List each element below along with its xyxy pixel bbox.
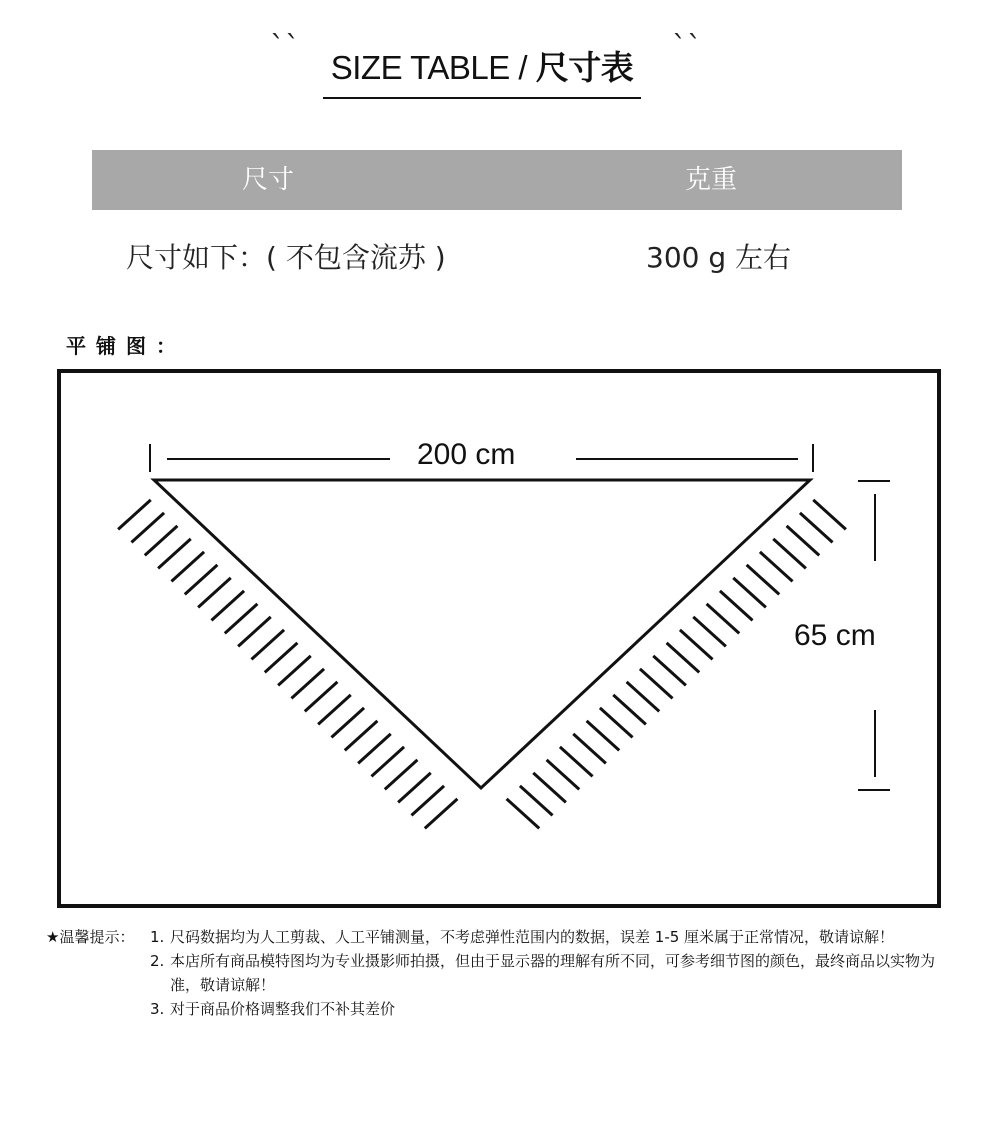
fringe-strand bbox=[520, 786, 553, 816]
fringe-strand bbox=[331, 708, 364, 738]
fringe-strand bbox=[398, 773, 431, 803]
notes-section bbox=[46, 925, 946, 1021]
note-text: 本店所有商品模特图均为专业摄影师拍摄，但由于显示器的理解有所不同，可参考细节图的颜色，最终商品以实物为准，敬请谅解！ bbox=[170, 952, 936, 994]
fringe-strand bbox=[600, 708, 633, 738]
cell-size: 尺寸如下：( 不包含流苏 ) bbox=[126, 241, 446, 274]
fringe-strand bbox=[291, 669, 324, 699]
fringe-strand bbox=[533, 773, 566, 803]
fringe-strand bbox=[587, 721, 620, 751]
fringe-strand bbox=[358, 734, 391, 764]
header-weight: 克重 bbox=[685, 165, 738, 195]
height-dimension-label: 65 cm bbox=[794, 619, 876, 652]
fringe-strand bbox=[265, 643, 298, 673]
header-size: 尺寸 bbox=[242, 165, 295, 195]
fringe-strand bbox=[507, 799, 540, 829]
fringe-strand bbox=[627, 682, 660, 712]
fringe-strand bbox=[560, 747, 593, 777]
fringe-strand bbox=[371, 747, 404, 777]
fringe-strand bbox=[238, 617, 271, 647]
title-chinese: 尺寸表 bbox=[535, 48, 634, 87]
fringe-strand bbox=[813, 500, 846, 530]
fringe-strand bbox=[171, 552, 204, 582]
fringe-strand bbox=[547, 760, 580, 790]
fringe-strand bbox=[667, 643, 700, 673]
note-number: 2. bbox=[150, 952, 165, 970]
fringe-strand bbox=[747, 565, 780, 595]
fringe-strand bbox=[225, 604, 258, 634]
fringe-strand bbox=[385, 760, 418, 790]
fringe-strand bbox=[573, 734, 606, 764]
fringe-strand bbox=[653, 656, 686, 686]
fringe-strand bbox=[131, 513, 164, 543]
fringe-strand bbox=[613, 695, 646, 725]
fringe-strand bbox=[787, 526, 820, 556]
fringe-strand bbox=[158, 539, 191, 569]
fringe-strand bbox=[411, 786, 444, 816]
note-text: 尺码数据均为人工剪裁、人工平铺测量，不考虑弹性范围内的数据，误差 1-5 厘米属于正常情况，敬请谅解！ bbox=[170, 928, 895, 946]
notes-prefix: ★温馨提示： bbox=[46, 928, 135, 946]
fringe-strand bbox=[800, 513, 833, 543]
fringe-strand bbox=[278, 656, 311, 686]
fringe-strand bbox=[211, 591, 244, 621]
fringe-strand bbox=[145, 526, 178, 556]
fringe-strand bbox=[345, 721, 378, 751]
fringe-strand bbox=[773, 539, 806, 569]
fringe-strand bbox=[733, 578, 766, 608]
title-english: SIZE TABLE / bbox=[330, 49, 536, 86]
width-dimension-label: 200 cm bbox=[417, 438, 516, 471]
fringe-strand bbox=[305, 682, 338, 712]
note-item-3 bbox=[46, 997, 946, 1021]
fringe-strand bbox=[185, 565, 218, 595]
note-text: 对于商品价格调整我们不补其差价 bbox=[170, 1000, 396, 1018]
cell-weight: 300 g 左右 bbox=[646, 241, 792, 274]
fringe-left bbox=[118, 500, 457, 829]
fringe-strand bbox=[198, 578, 231, 608]
fringe-strand bbox=[251, 630, 284, 660]
fringe-strand bbox=[760, 552, 793, 582]
note-item-2 bbox=[46, 949, 946, 997]
left-quote-mark: `` bbox=[270, 30, 300, 65]
fringe-strand bbox=[118, 500, 151, 530]
note-item-1 bbox=[46, 925, 946, 949]
fringe-strand bbox=[680, 630, 713, 660]
fringe-strand bbox=[640, 669, 673, 699]
fringe-strand bbox=[720, 591, 753, 621]
note-number: 1. bbox=[150, 928, 165, 946]
fringe-right bbox=[507, 500, 846, 829]
fringe-strand bbox=[707, 604, 740, 634]
fringe-strand bbox=[425, 799, 458, 829]
fringe-strand bbox=[693, 617, 726, 647]
flat-lay-label: 平铺图： bbox=[66, 334, 186, 358]
fringe-strand bbox=[318, 695, 351, 725]
right-quote-mark: `` bbox=[672, 30, 702, 65]
note-number: 3. bbox=[150, 1000, 165, 1018]
